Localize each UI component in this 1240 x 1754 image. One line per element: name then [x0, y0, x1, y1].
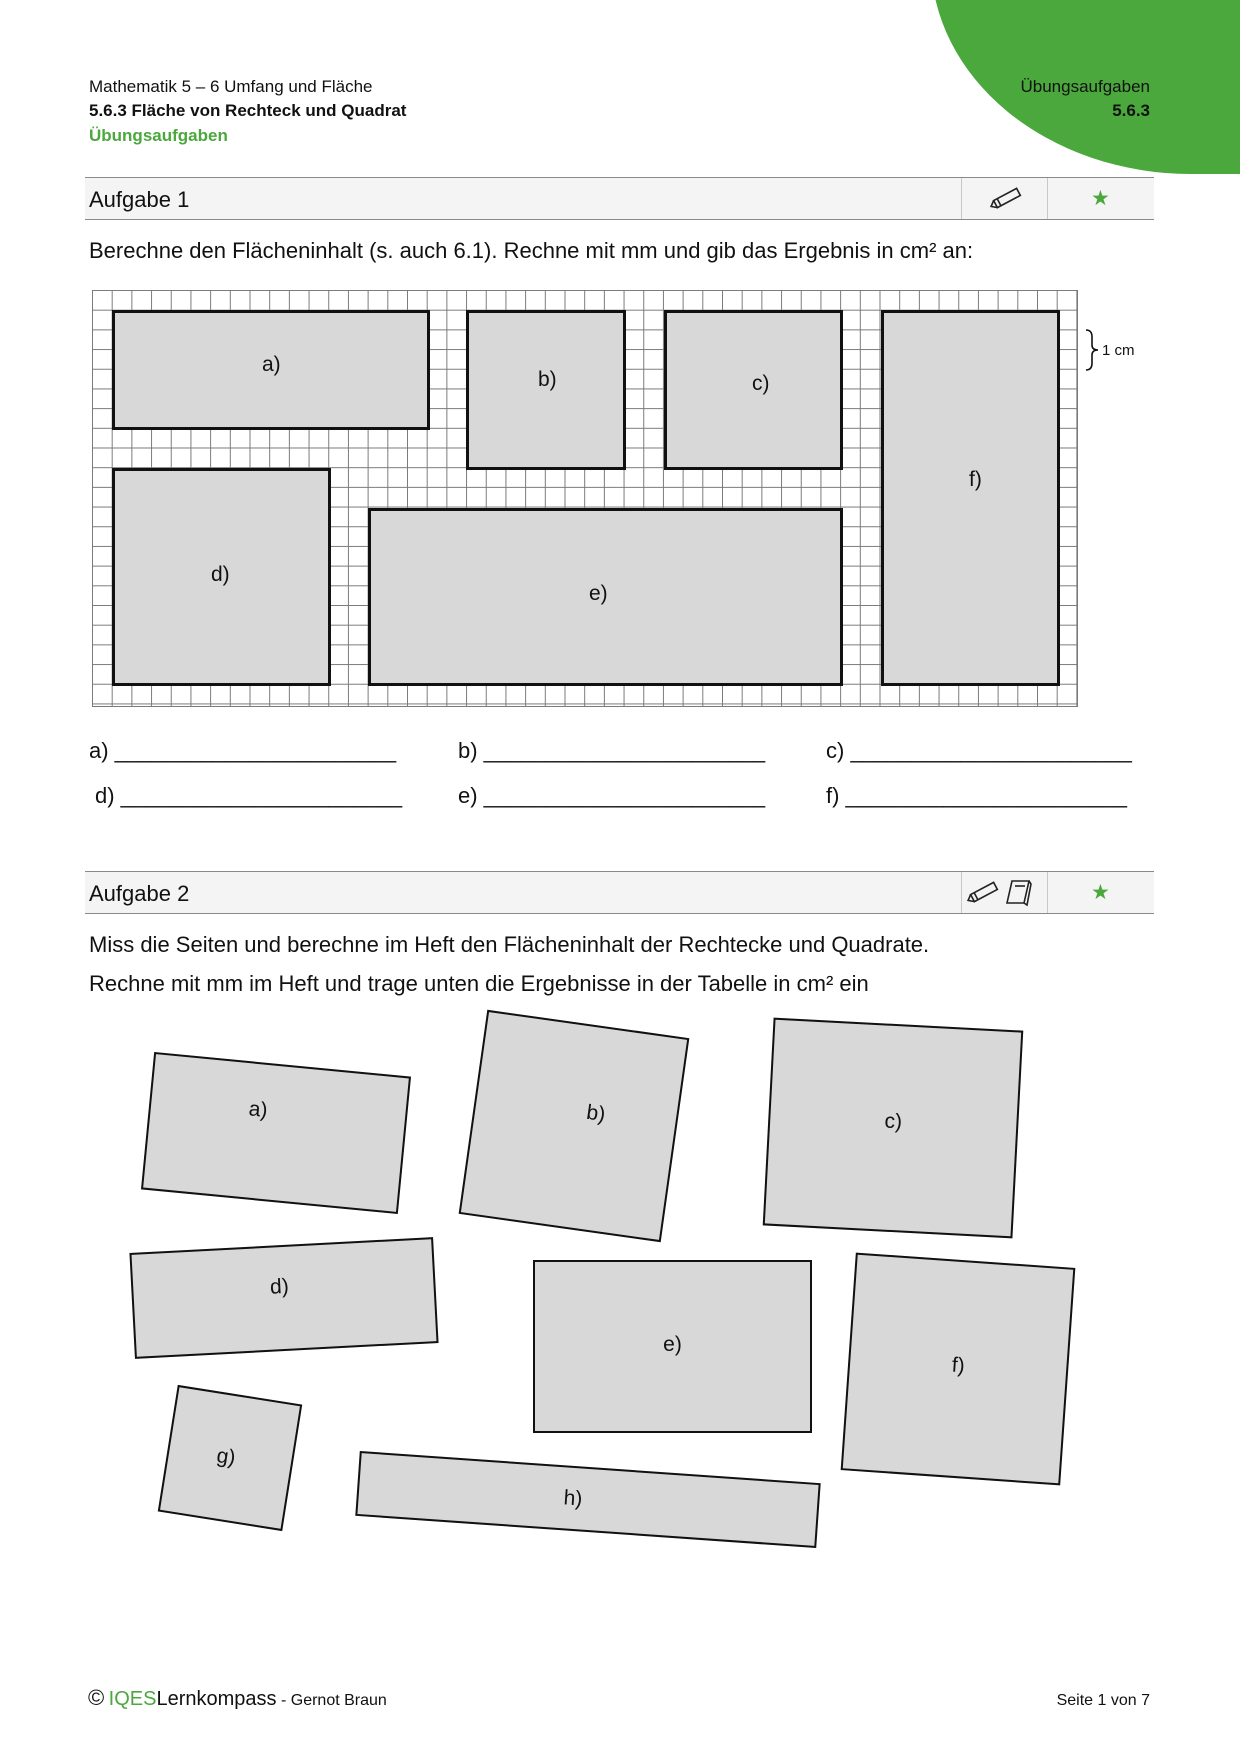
- rect-label: a): [262, 353, 281, 376]
- page-number: Seite 1 von 7: [1056, 1692, 1150, 1709]
- divider: [1047, 178, 1048, 219]
- divider: [961, 178, 962, 219]
- task2-instruction-1: Miss die Seiten und berechne im Heft den Flächeninhalt der Rechtecke und Quadrate.: [89, 932, 930, 957]
- difficulty-star-icon: ★: [1091, 187, 1110, 210]
- answer-line-f[interactable]: f) _______________________: [826, 783, 1127, 808]
- shape-label: e): [663, 1333, 682, 1356]
- copyright-icon: ©: [88, 1685, 105, 1710]
- rect-label: b): [538, 368, 557, 391]
- section-label: Übungsaufgaben: [89, 126, 228, 145]
- shape-label: a): [247, 1097, 269, 1123]
- task1-title: Aufgabe 1: [89, 187, 190, 212]
- rect-e: [368, 508, 843, 686]
- scale-label: 1 cm: [1102, 342, 1135, 359]
- divider: [961, 872, 962, 913]
- rect-label: e): [589, 582, 608, 605]
- rect-label: c): [752, 372, 770, 395]
- brand-iqes: IQES: [108, 1688, 157, 1710]
- shape-b: [459, 1010, 690, 1242]
- task2-header: [85, 871, 1154, 914]
- shape-label: c): [884, 1109, 903, 1134]
- rect-label: d): [211, 563, 230, 586]
- shape-c: [763, 1018, 1024, 1239]
- pencil-icon: [988, 183, 1026, 213]
- task1-instruction: Berechne den Flächeninhalt (s. auch 6.1). Rechne mit mm und gib das Ergebnis in cm² an:: [89, 238, 974, 263]
- pencil-icon: [965, 877, 1003, 907]
- brand-lernkompass: Lernkompass: [156, 1688, 277, 1710]
- difficulty-star-icon: ★: [1091, 881, 1110, 904]
- notebook-icon: [1003, 877, 1033, 907]
- task1-header: [85, 177, 1154, 220]
- shape-label: g): [215, 1444, 238, 1470]
- shape-a: [141, 1052, 411, 1214]
- answer-line-d[interactable]: d) _______________________: [95, 783, 403, 808]
- header-right-label: Übungsaufgaben: [1020, 77, 1150, 96]
- shape-d: [129, 1237, 438, 1359]
- scale-brace: [1084, 329, 1100, 371]
- shape-e: [533, 1260, 812, 1433]
- header-right-number: 5.6.3: [1112, 101, 1150, 120]
- answer-line-b[interactable]: b) _______________________: [458, 738, 766, 763]
- subject-line: Mathematik 5 – 6 Umfang und Fläche: [89, 77, 373, 96]
- answer-line-e[interactable]: e) _______________________: [458, 783, 766, 808]
- task2-instruction-2: Rechne mit mm im Heft und trage unten die Ergebnisse in der Tabelle in cm² ein: [89, 971, 869, 996]
- shape-h: [355, 1451, 820, 1548]
- answer-line-c[interactable]: c) _______________________: [826, 738, 1132, 763]
- page-title: 5.6.3 Fläche von Rechteck und Quadrat: [89, 101, 407, 120]
- rect-d: [112, 468, 331, 686]
- rect-b: [466, 310, 626, 470]
- footer-brand: [88, 1685, 387, 1711]
- rect-a: [112, 310, 430, 430]
- shape-label: h): [562, 1486, 584, 1511]
- rect-f: [881, 310, 1060, 686]
- divider: [1047, 872, 1048, 913]
- rect-label: f): [969, 468, 982, 491]
- shape-f: [841, 1253, 1076, 1486]
- shape-g: [158, 1385, 302, 1531]
- shape-label: f): [951, 1353, 966, 1378]
- footer-author: - Gernot Braun: [276, 1692, 387, 1709]
- shape-label: b): [585, 1100, 607, 1127]
- rect-c: [664, 310, 843, 470]
- task2-title: Aufgabe 2: [89, 881, 190, 906]
- grid-paper: [92, 290, 1078, 707]
- answer-line-a[interactable]: a) _______________________: [89, 738, 397, 763]
- shape-label: d): [269, 1274, 290, 1299]
